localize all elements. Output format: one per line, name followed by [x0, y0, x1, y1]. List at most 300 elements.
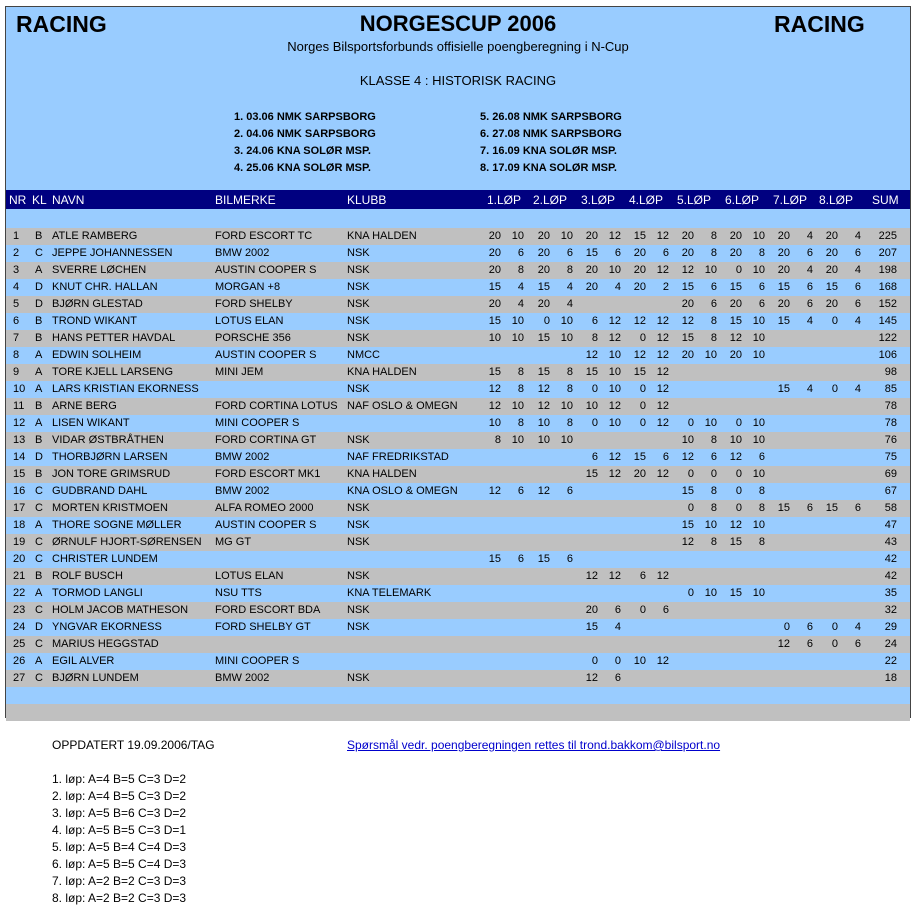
col-lop-3: 3.LØP: [581, 193, 616, 207]
cell-points: 12: [681, 536, 694, 548]
cell-klubb: KNA HALDEN: [347, 468, 417, 480]
cell-points: 20: [729, 247, 742, 259]
cell-points: 6: [806, 621, 813, 633]
legend-line: 3. løp: A=5 B=6 C=3 D=2: [52, 806, 187, 820]
cell-points: 4: [854, 315, 861, 327]
cell-navn: THORBJØRN LARSEN: [52, 451, 168, 463]
cell-points: 8: [566, 417, 573, 429]
cell-nr: 20: [13, 553, 26, 565]
cell-points: 8: [517, 264, 524, 276]
cell-points: 6: [854, 247, 861, 259]
cell-points: 8: [710, 536, 717, 548]
cell-kl: B: [35, 315, 43, 327]
cell-points: 15: [729, 315, 742, 327]
cell-points: 10: [752, 315, 765, 327]
cell-klubb: NSK: [347, 570, 370, 582]
cell-points: 15: [585, 247, 598, 259]
cell-klubb: NSK: [347, 519, 370, 531]
cell-points: 10: [608, 366, 621, 378]
cell-sum: 32: [884, 604, 897, 616]
cell-points: 20: [633, 247, 646, 259]
cell-points: 8: [710, 485, 717, 497]
cell-klubb: KNA TELEMARK: [347, 587, 432, 599]
cell-points: 20: [729, 298, 742, 310]
cell-points: 12: [656, 315, 669, 327]
cell-sum: 22: [884, 655, 897, 667]
cell-points: 0: [639, 604, 646, 616]
cell-kl: D: [35, 298, 43, 310]
cell-points: 0: [614, 655, 621, 667]
cell-bilmerke: AUSTIN COOPER S: [215, 349, 317, 361]
cell-nr: 3: [13, 264, 20, 276]
cell-navn: LARS KRISTIAN EKORNESS: [52, 383, 199, 395]
col-lop-7: 7.LØP: [773, 193, 808, 207]
cell-klubb: NMCC: [347, 349, 380, 361]
table-row: [6, 330, 910, 347]
cell-points: 8: [517, 366, 524, 378]
cell-klubb: NAF OSLO & OMEGN: [347, 400, 458, 412]
cell-points: 12: [608, 315, 621, 327]
cell-bilmerke: AUSTIN COOPER S: [215, 519, 317, 531]
table-row: [6, 279, 910, 296]
cell-bilmerke: PORSCHE 356: [215, 332, 291, 344]
cell-bilmerke: FORD ESCORT MK1: [215, 468, 321, 480]
cell-nr: 14: [13, 451, 26, 463]
table-row: [6, 500, 910, 517]
cell-points: 20: [777, 230, 790, 242]
cell-sum: 75: [884, 451, 897, 463]
cell-points: 6: [662, 451, 669, 463]
col-lop-2: 2.LØP: [533, 193, 568, 207]
table-row: [6, 228, 910, 245]
cell-points: 12: [656, 417, 669, 429]
table-row: [6, 347, 910, 364]
cell-points: 12: [608, 332, 621, 344]
cell-navn: VIDAR ØSTBRÅTHEN: [52, 434, 164, 446]
cell-points: 8: [710, 502, 717, 514]
cell-points: 6: [710, 451, 717, 463]
cell-nr: 25: [13, 638, 26, 650]
table-row: [6, 398, 910, 415]
class-legend: [52, 771, 186, 907]
cell-points: 12: [633, 349, 646, 361]
cell-points: 6: [566, 553, 573, 565]
cell-nr: 21: [13, 570, 26, 582]
cell-points: 0: [831, 638, 838, 650]
table-row: [6, 364, 910, 381]
cell-points: 0: [687, 587, 694, 599]
cell-sum: 43: [884, 536, 897, 548]
cell-points: 12: [656, 349, 669, 361]
cell-bilmerke: BMW 2002: [215, 485, 270, 497]
cell-points: 10: [608, 417, 621, 429]
cell-points: 4: [854, 230, 861, 242]
cell-points: 6: [758, 281, 765, 293]
table-row: [6, 313, 910, 330]
cell-points: 10: [608, 264, 621, 276]
table-row: [6, 449, 910, 466]
cell-sum: 67: [884, 485, 897, 497]
cell-points: 15: [537, 553, 550, 565]
cell-kl: C: [35, 502, 43, 514]
race-entry: 4. 25.06 KNA SOLØR MSP.: [234, 162, 371, 174]
cell-navn: BJØRN LUNDEM: [52, 672, 139, 684]
cell-navn: GUDBRAND DAHL: [52, 485, 148, 497]
cell-points: 20: [825, 298, 838, 310]
cell-points: 15: [825, 281, 838, 293]
cell-points: 4: [806, 264, 813, 276]
cell-nr: 6: [13, 315, 20, 327]
cell-sum: 47: [884, 519, 897, 531]
cell-points: 0: [735, 417, 742, 429]
cell-points: 12: [585, 570, 598, 582]
cell-sum: 18: [884, 672, 897, 684]
cell-kl: A: [35, 366, 43, 378]
cell-bilmerke: NSU TTS: [215, 587, 262, 599]
cell-navn: THORE SOGNE MØLLER: [52, 519, 182, 531]
cell-points: 10: [560, 230, 573, 242]
cell-kl: B: [35, 332, 43, 344]
col-bilmerke: BILMERKE: [215, 193, 276, 207]
cell-points: 8: [517, 383, 524, 395]
cell-points: 10: [511, 332, 524, 344]
cell-points: 6: [854, 638, 861, 650]
cell-points: 8: [710, 230, 717, 242]
cell-points: 0: [591, 655, 598, 667]
subtitle: Norges Bilsportsforbunds offisielle poengberegning i N-Cup: [287, 39, 629, 54]
cell-points: 12: [656, 264, 669, 276]
cell-points: 12: [729, 332, 742, 344]
cell-points: 4: [517, 298, 524, 310]
cell-kl: B: [35, 434, 43, 446]
cell-points: 10: [511, 434, 524, 446]
cell-points: 4: [566, 281, 573, 293]
cell-nr: 11: [13, 400, 25, 412]
col-klubb: KLUBB: [347, 193, 387, 207]
cell-sum: 207: [878, 247, 897, 259]
cell-points: 10: [560, 434, 573, 446]
cell-navn: JON TORE GRIMSRUD: [52, 468, 171, 480]
cell-nr: 1: [13, 230, 20, 242]
cell-points: 6: [854, 298, 861, 310]
cell-points: 8: [710, 332, 717, 344]
cell-sum: 122: [878, 332, 897, 344]
table-row: [6, 551, 910, 568]
legend-line: 2. løp: A=4 B=5 C=3 D=2: [52, 789, 187, 803]
cell-points: 15: [777, 315, 790, 327]
racing-label-right: RACING: [774, 11, 865, 37]
cell-kl: C: [35, 553, 43, 565]
cell-points: 0: [543, 315, 550, 327]
cell-bilmerke: BMW 2002: [215, 451, 270, 463]
cell-points: 12: [608, 230, 621, 242]
cell-nr: 13: [13, 434, 26, 446]
cell-nr: 23: [13, 604, 26, 616]
cell-points: 6: [806, 247, 813, 259]
cell-points: 15: [488, 366, 501, 378]
cell-sum: 42: [884, 553, 897, 565]
cell-points: 4: [806, 315, 813, 327]
cell-points: 20: [777, 264, 790, 276]
cell-points: 15: [681, 281, 694, 293]
cell-nr: 12: [13, 417, 26, 429]
cell-points: 0: [735, 468, 742, 480]
table-row: [6, 534, 910, 551]
cell-points: 4: [566, 298, 573, 310]
cell-points: 15: [488, 553, 501, 565]
cell-points: 15: [729, 536, 742, 548]
cell-points: 10: [752, 587, 765, 599]
col-lop-8: 8.LØP: [819, 193, 854, 207]
col-lop-6: 6.LØP: [725, 193, 760, 207]
cell-points: 0: [735, 502, 742, 514]
cell-klubb: KNA HALDEN: [347, 230, 417, 242]
col-kl: KL: [32, 193, 47, 207]
cell-sum: 78: [884, 417, 897, 429]
cell-points: 6: [614, 604, 621, 616]
cell-points: 0: [639, 400, 646, 412]
cell-nr: 4: [13, 281, 20, 293]
cell-points: 12: [633, 315, 646, 327]
cell-points: 8: [566, 383, 573, 395]
cell-nr: 9: [13, 366, 20, 378]
cell-points: 20: [488, 264, 501, 276]
cell-bilmerke: MORGAN +8: [215, 281, 281, 293]
legend-line: 8. løp: A=2 B=2 C=3 D=3: [52, 891, 187, 905]
cell-bilmerke: FORD SHELBY GT: [215, 621, 311, 633]
table-row: [6, 670, 910, 687]
race-entry: 1. 03.06 NMK SARPSBORG: [234, 111, 376, 123]
cell-points: 8: [758, 247, 765, 259]
cell-points: 15: [729, 281, 742, 293]
cell-sum: 35: [884, 587, 897, 599]
cell-bilmerke: BMW 2002: [215, 672, 270, 684]
cell-points: 10: [511, 315, 524, 327]
cell-points: 10: [537, 417, 550, 429]
cell-points: 10: [704, 519, 717, 531]
cell-points: 10: [752, 519, 765, 531]
cell-points: 20: [585, 604, 598, 616]
cell-points: 12: [537, 383, 550, 395]
cell-sum: 58: [884, 502, 897, 514]
cell-klubb: NSK: [347, 264, 370, 276]
cell-points: 10: [729, 434, 742, 446]
cell-points: 20: [681, 298, 694, 310]
cell-points: 20: [681, 247, 694, 259]
racing-label-left: RACING: [16, 11, 107, 37]
cell-points: 0: [735, 264, 742, 276]
contact-link[interactable]: Spørsmål vedr. poengberegningen rettes til trond.bakkom@bilsport.no: [347, 738, 721, 752]
cell-navn: EDWIN SOLHEIM: [52, 349, 142, 361]
cell-klubb: NSK: [347, 298, 370, 310]
cell-bilmerke: MINI COOPER S: [215, 417, 300, 429]
cell-navn: ATLE RAMBERG: [52, 230, 138, 242]
cell-bilmerke: MINI COOPER S: [215, 655, 300, 667]
cell-points: 12: [608, 468, 621, 480]
cell-points: 8: [710, 434, 717, 446]
cell-points: 10: [560, 332, 573, 344]
table-row: [6, 483, 910, 500]
cell-nr: 10: [13, 383, 26, 395]
cell-navn: BJØRN GLESTAD: [52, 298, 143, 310]
cell-kl: C: [35, 247, 43, 259]
cell-points: 10: [560, 315, 573, 327]
cell-nr: 18: [13, 519, 26, 531]
cell-points: 4: [854, 264, 861, 276]
cell-bilmerke: FORD ESCORT BDA: [215, 604, 321, 616]
race-entry: 8. 17.09 KNA SOLØR MSP.: [480, 162, 617, 174]
cell-klubb: KNA OSLO & OMEGN: [347, 485, 458, 497]
cell-points: 4: [614, 621, 621, 633]
cell-navn: ØRNULF HJORT-SØRENSEN: [52, 536, 202, 548]
cell-points: 12: [777, 638, 790, 650]
cell-points: 12: [656, 383, 669, 395]
cell-points: 15: [681, 519, 694, 531]
cell-points: 12: [585, 349, 598, 361]
cell-bilmerke: FORD CORTINA LOTUS: [215, 400, 338, 412]
cell-sum: 76: [884, 434, 897, 446]
cell-points: 8: [566, 264, 573, 276]
cell-points: 20: [488, 298, 501, 310]
cell-points: 10: [633, 655, 646, 667]
legend-line: 1. løp: A=4 B=5 C=3 D=2: [52, 772, 187, 786]
cell-points: 6: [614, 672, 621, 684]
cell-points: 20: [633, 264, 646, 276]
cell-bilmerke: ALFA ROMEO 2000: [215, 502, 314, 514]
cell-points: 15: [681, 485, 694, 497]
cell-points: 10: [488, 332, 501, 344]
legend-line: 5. løp: A=5 B=4 C=4 D=3: [52, 840, 187, 854]
legend-line: 7. løp: A=2 B=2 C=3 D=3: [52, 874, 187, 888]
cell-points: 20: [825, 264, 838, 276]
cell-points: 12: [585, 672, 598, 684]
cell-navn: ARNE BERG: [52, 400, 117, 412]
cell-points: 6: [758, 451, 765, 463]
race-entry: 5. 26.08 NMK SARPSBORG: [480, 111, 622, 123]
cell-points: 6: [517, 247, 524, 259]
cell-kl: B: [35, 570, 43, 582]
cell-points: 0: [639, 417, 646, 429]
class-heading: KLASSE 4 : HISTORISK RACING: [359, 73, 557, 88]
cell-points: 6: [566, 247, 573, 259]
table-row: [6, 517, 910, 534]
cell-points: 10: [752, 349, 765, 361]
table-row: [6, 619, 910, 636]
cell-navn: CHRISTER LUNDEM: [52, 553, 158, 565]
table-row: [6, 415, 910, 432]
table-header: [6, 190, 910, 209]
cell-points: 20: [681, 230, 694, 242]
cell-points: 15: [633, 366, 646, 378]
cell-points: 8: [710, 315, 717, 327]
cell-bilmerke: MG GT: [215, 536, 252, 548]
cell-points: 6: [591, 315, 598, 327]
cell-kl: D: [35, 281, 43, 293]
cell-points: 6: [806, 502, 813, 514]
cell-points: 0: [687, 468, 694, 480]
cell-points: 10: [752, 264, 765, 276]
cell-points: 20: [777, 298, 790, 310]
cell-points: 20: [585, 281, 598, 293]
cell-points: 6: [517, 485, 524, 497]
table-row: [6, 585, 910, 602]
cell-kl: D: [35, 451, 43, 463]
cell-klubb: NSK: [347, 621, 370, 633]
cell-kl: A: [35, 349, 43, 361]
table-row: [6, 636, 910, 653]
table-row: [6, 296, 910, 313]
cell-points: 4: [854, 621, 861, 633]
cell-points: 0: [639, 332, 646, 344]
cell-points: 12: [656, 570, 669, 582]
col-nr: NR: [9, 193, 27, 207]
cell-sum: 152: [878, 298, 897, 310]
cell-kl: A: [35, 264, 43, 276]
cell-navn: EGIL ALVER: [52, 655, 115, 667]
cell-points: 15: [729, 587, 742, 599]
page-title: NORGESCUP 2006: [359, 11, 557, 36]
cell-points: 10: [511, 230, 524, 242]
col-navn: NAVN: [52, 193, 85, 207]
cell-kl: B: [35, 468, 43, 480]
updated-text: OPPDATERT 19.09.2006/TAG: [52, 738, 215, 752]
cell-points: 6: [639, 570, 646, 582]
cell-points: 6: [710, 281, 717, 293]
cell-points: 0: [735, 485, 742, 497]
cell-sum: 69: [884, 468, 897, 480]
cell-points: 15: [585, 366, 598, 378]
cell-points: 20: [825, 230, 838, 242]
cell-points: 6: [854, 502, 861, 514]
cell-points: 10: [511, 400, 524, 412]
cell-points: 12: [488, 485, 501, 497]
table-row: [6, 602, 910, 619]
cell-points: 10: [488, 417, 501, 429]
cell-points: 12: [729, 519, 742, 531]
cell-nr: 2: [13, 247, 20, 259]
cell-points: 8: [758, 536, 765, 548]
cell-points: 10: [704, 587, 717, 599]
cell-points: 4: [854, 383, 861, 395]
cell-navn: JEPPE JOHANNESSEN: [52, 247, 173, 259]
cell-sum: 78: [884, 400, 897, 412]
cell-points: 12: [656, 655, 669, 667]
cell-points: 0: [591, 417, 598, 429]
cell-navn: TROND WIKANT: [52, 315, 137, 327]
cell-bilmerke: FORD CORTINA GT: [215, 434, 317, 446]
cell-navn: HOLM JACOB MATHESON: [52, 604, 189, 616]
cell-points: 12: [681, 264, 694, 276]
cell-points: 20: [537, 298, 550, 310]
race-calendar-right: [480, 109, 622, 177]
cell-points: 4: [806, 383, 813, 395]
cell-points: 6: [854, 281, 861, 293]
cell-points: 15: [777, 281, 790, 293]
cell-klubb: KNA HALDEN: [347, 366, 417, 378]
cell-nr: 8: [13, 349, 20, 361]
cell-points: 12: [656, 332, 669, 344]
cell-points: 15: [488, 281, 501, 293]
cell-kl: C: [35, 638, 43, 650]
cell-points: 20: [633, 281, 646, 293]
cell-kl: C: [35, 536, 43, 548]
cell-points: 20: [777, 247, 790, 259]
cell-navn: TORMOD LANGLI: [52, 587, 143, 599]
cell-points: 15: [585, 468, 598, 480]
cell-points: 15: [825, 502, 838, 514]
cell-nr: 26: [13, 655, 26, 667]
cell-points: 8: [758, 502, 765, 514]
